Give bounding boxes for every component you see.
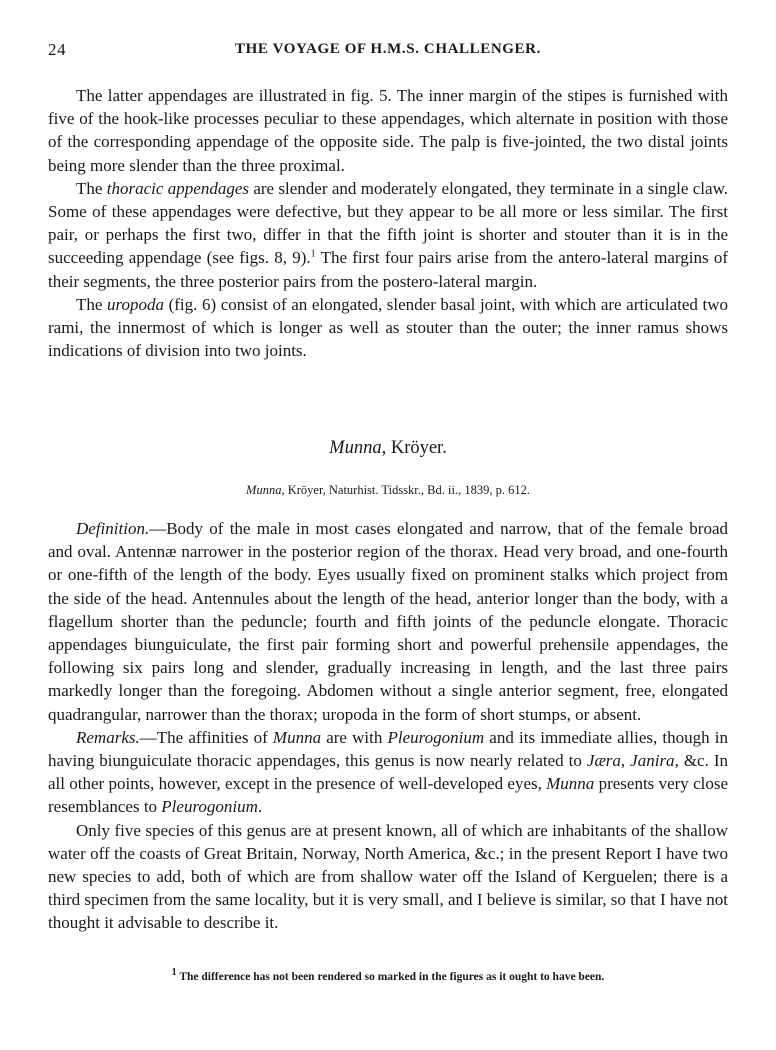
paragraph-definition: Definition.—Body of the male in most cases elongated and narrow, that of the female broad and oval. Antennæ narrower in the posterior region of the thorax. Head very broad, and one-fourth or one-fifth of the length of the body. Eyes usually fixed on prominent stalks which project from the side of the head. Antennules about the length of the head, anterior longer than the body, with a flagellum shorter than the peduncle; fourth and fifth joints of the peduncle elongate. Thoracic appendages biunguiculate, the first pair forming short and powerful prehensile appendages, the following six pairs long and slender, gradually increasing in length, and the last three pairs markedly longer than the foregoing. Abdomen without a single anterior segment, free, elongated quadrangular, narrower than the thorax; uropoda in the form of short stumps, or absent. <box>48 519 728 724</box>
section-heading: Munna, Kröyer. <box>329 438 447 458</box>
paragraph-species: Only five species of this genus are at present known, all of which are inhabitants of the shallow water off the coasts of Great Britain, Norway, North America, &c.; in the present Report I have two new species to add, both of which are from shallow water off the Island of Kerguelen; there is a third specimen from the same locality, but it is very small, and I believe is similar, so that I have not thought it advisable to describe it. <box>48 820 728 933</box>
paragraph-uropoda: The uropoda (fig. 6) consist of an elongated, slender basal joint, with which are articulated two rami, the innermost of which is longer as well as stouter than the outer; the inner ramus shows indications of division into two joints. <box>48 294 728 361</box>
body-text-bottom <box>48 517 728 935</box>
term-uropoda: uropoda <box>107 294 165 314</box>
page-number: 24 <box>48 40 67 59</box>
paragraph-maxilla: The latter appendages are illustrated in fig. 5. The inner margin of the stipes is furnished with five of the hook-like processes peculiar to these appendages, which alternate in position with those of the corresponding appendage of the opposite side. The palp is five-jointed, the two distal joints being more slender than the three proximal. <box>48 86 728 175</box>
citation: Munna, Kröyer, Naturhist. Tidsskr., Bd. ii., 1839, p. 612. <box>246 483 530 497</box>
definition-label: Definition. <box>76 519 150 538</box>
footnote: $^1$ The difference has not been rendered so marked in the figures as it ought to have been. <box>171 967 605 983</box>
footnote-ref: 1 <box>310 248 316 260</box>
running-header <box>48 40 728 62</box>
paragraph-remarks: Remarks.—The affinities of Munna are with Pleurogonium and its immediate allies, though in having biunguiculate thoracic appendages, this genus is now nearly related to Jæra, Janira, &c. In all other points, however, except in the presence of well-developed eyes, Munna presents very close resemblances to Pleurogonium. <box>48 727 728 817</box>
running-title: THE VOYAGE OF H.M.S. CHALLENGER. <box>235 41 541 57</box>
paragraph-thoracic-appendages: The thoracic appendages are slender and moderately elongated, they terminate in a single claw. Some of these appendages were defective, but they appear to be all more or less similar. The first pair, or perhaps the first two, differ in that the fifth joint is shorter and stouter than it is in the succeeding appendage (see figs. 8, 9).$^1$ The first four pairs arise from the antero-lateral margins of their segments, the three posterior pairs from the postero-lateral margin. <box>48 178 728 291</box>
remarks-label: Remarks. <box>76 727 140 747</box>
body-text-top <box>48 84 728 362</box>
term-thoracic-appendages: thoracic appendages <box>106 178 249 198</box>
